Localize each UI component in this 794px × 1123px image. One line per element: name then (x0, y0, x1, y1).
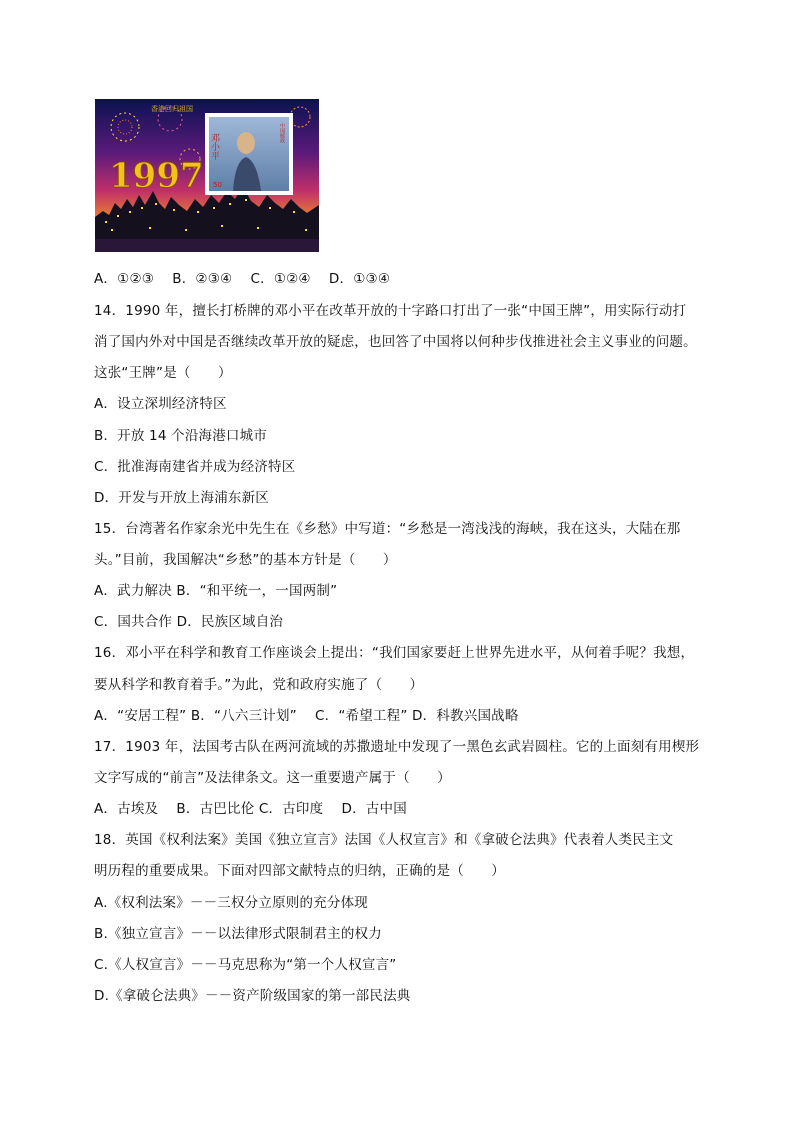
q16-options: A．“安居工程” B．“八六三计划” C．“希望工程” D．科教兴国战略 (94, 708, 519, 724)
stamp-sheet-illustration (95, 99, 319, 252)
stamp-portrait-name: 邓小平 (209, 133, 219, 160)
q14-stem-line-1: 14．1990 年，擅长打桥牌的邓小平在改革开放的十字路口打出了一张“中国王牌”，用实际行动打 (94, 303, 687, 319)
q14-option-c: C．批准海南建省并成为经济特区 (94, 459, 296, 475)
q18-option-a: A.《权利法案》－－三权分立原则的充分体现 (94, 895, 368, 911)
stamp-value: 50 (213, 181, 222, 189)
q18-stem-line-1: 18．英国《权利法案》美国《独立宣言》法国《人权宣言》和《拿破仑法典》代表着人类民主文 (94, 832, 674, 848)
stamp (205, 113, 293, 195)
q14-option-d: D．开发与开放上海浦东新区 (94, 490, 269, 506)
sheet-title: 香港回归祖国 (151, 105, 193, 113)
q18-stem-line-2: 明历程的重要成果。下面对四部文献特点的归纳，正确的是（ ） (94, 863, 505, 879)
q16-stem-line-1: 16．邓小平在科学和教育工作座谈会上提出：“我们国家要赶上世界先进水平，从何着手呢？我想， (94, 645, 695, 661)
q15-stem-line-2: 头。”目前，我国解决“乡愁”的基本方针是（ ） (94, 552, 397, 568)
q18-option-b: B.《独立宣言》－－以法律形式限制君主的权力 (94, 926, 382, 942)
hong-kong-1997-stamp-sheet (95, 99, 319, 252)
q16-stem-line-2: 要从科学和教育着手。”为此，党和政府实施了（ ） (94, 677, 424, 693)
q14-stem-line-3: 这张“王牌”是（ ） (94, 365, 232, 381)
q15-options-line-2: C．国共合作 D．民族区域自治 (94, 614, 284, 630)
stamp-country: 中国邮政 (279, 123, 285, 143)
q14-stem-line-2: 消了国内外对中国是否继续改革开放的疑虑，也回答了中国将以何种步伐推进社会主义事业的问题。 (94, 334, 697, 350)
q13-options: A．①②③ B．②③④ C．①②④ D．①③④ (94, 271, 391, 287)
year-1997-text: 1997 (109, 156, 204, 196)
q17-options: A．古埃及 B．古巴比伦 C．古印度 D．古中国 (94, 801, 407, 817)
q15-stem-line-1: 15．台湾著名作家余光中先生在《乡愁》中写道：“乡愁是一湾浅浅的海峡，我在这头，大陆在那 (94, 521, 681, 537)
q18-option-c: C.《人权宣言》－－马克思称为“第一个人权宣言” (94, 957, 397, 973)
q17-stem-line-1: 17．1903 年，法国考古队在两河流域的苏撒遗址中发现了一黑色玄武岩圆柱。它的上面刻有用楔形 (94, 739, 700, 755)
q14-option-b: B．开放 14 个沿海港口城市 (94, 428, 268, 444)
q17-stem-line-2: 文字写成的“前言”及法律条文。这一重要遗产属于（ ） (94, 770, 451, 786)
q18-option-d: D.《拿破仑法典》－－资产阶级国家的第一部民法典 (94, 988, 411, 1004)
q14-option-a: A．设立深圳经济特区 (94, 396, 227, 412)
q15-options-line-1: A．武力解决 B．“和平统一，一国两制” (94, 583, 338, 599)
